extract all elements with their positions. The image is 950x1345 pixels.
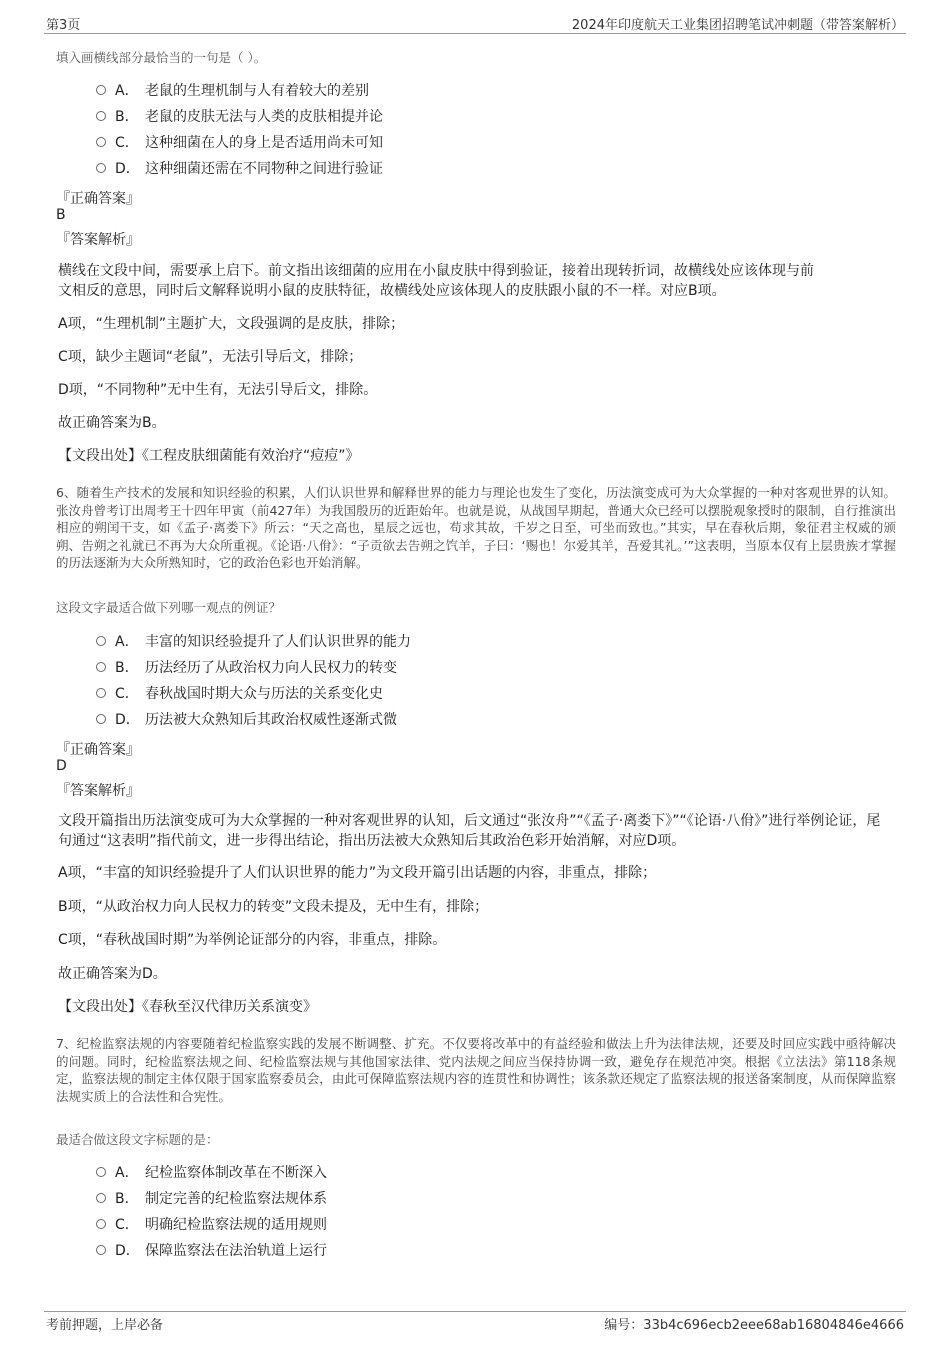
radio-icon[interactable] [96, 714, 106, 724]
radio-icon[interactable] [96, 662, 106, 672]
q6-option-c[interactable] [96, 683, 383, 705]
option-text: 历法被大众熟知后其政治权威性逐渐式微 [145, 712, 397, 728]
option-letter: A． [115, 1165, 139, 1181]
q7-option-c[interactable] [96, 1214, 327, 1236]
q6-conclusion: 故正确答案为D。 [58, 966, 167, 982]
q5-conclusion: 故正确答案为B。 [58, 415, 166, 431]
radio-icon[interactable] [96, 1219, 106, 1229]
q7-question: 最适合做这段文字标题的是： [56, 1132, 219, 1147]
document-title: 2024年印度航天工业集团招聘笔试冲刺题（带答案解析） [571, 18, 904, 33]
option-text: 历法经历了从政治权力向人民权力的转变 [145, 660, 397, 676]
q5-analysis-a: A项，“生理机制”主题扩大，文段强调的是皮肤，排除； [58, 316, 405, 332]
q6-answer: D [56, 758, 67, 774]
radio-icon[interactable] [96, 111, 106, 121]
footer-divider [44, 1311, 906, 1312]
radio-icon[interactable] [96, 636, 106, 646]
q6-analysis-main: 文段开篇指出历法演变成可为大众掌握的一种对客观世界的认知，后文通过“张汝舟”“《孟子·离娄下》”“《论语·八佾》”进行举例论证，尾句通过“这表明”指代前文，进一步得出结论，指出历法被大众熟知后其政治色彩开始消解，对应D项。 [58, 813, 881, 849]
option-text: 春秋战国时期大众与历法的关系变化史 [145, 686, 383, 702]
radio-icon[interactable] [96, 137, 106, 147]
q6-option-b[interactable] [96, 657, 397, 679]
q5-analysis-line-2: 文相反的意思，同时后文解释说明小鼠的皮肤特征，故横线处应该体现人的皮肤跟小鼠的不一样。对应B项。 [58, 283, 726, 299]
radio-icon[interactable] [96, 163, 106, 173]
option-letter: D． [115, 1243, 140, 1259]
q6-answer-label: 『正确答案』 [56, 742, 140, 758]
radio-icon[interactable] [96, 1245, 106, 1255]
q5-option-a[interactable] [96, 80, 369, 102]
radio-icon[interactable] [96, 85, 106, 95]
serial-value: 33b4c696ecb2eee68ab16804846e4666 [643, 1318, 904, 1333]
footer-serial [604, 1314, 904, 1333]
option-letter: A． [115, 83, 139, 99]
option-letter: B． [115, 109, 139, 125]
q7-option-a[interactable] [96, 1162, 327, 1184]
q5-analysis-line-1: 横线在文段中间，需要承上启下。前文指出该细菌的应用在小鼠皮肤中得到验证，接着出现转折词，故横线处应该体现与前 [58, 263, 814, 279]
q5-analysis-label: 『答案解析』 [56, 232, 140, 248]
q6-option-a[interactable] [96, 631, 411, 653]
q5-option-d[interactable] [96, 158, 383, 180]
q5-option-b[interactable] [96, 106, 383, 128]
q5-answer: B [56, 207, 66, 223]
q5-stem: 填入画横线部分最恰当的一句是（ ）。 [56, 50, 267, 65]
header-divider [44, 33, 906, 34]
radio-icon[interactable] [96, 1193, 106, 1203]
option-text: 明确纪检监察法规的适用规则 [145, 1217, 327, 1233]
radio-icon[interactable] [96, 1167, 106, 1177]
page-number: 第3页 [46, 18, 81, 33]
option-text: 保障监察法在法治轨道上运行 [145, 1243, 327, 1259]
option-text: 老鼠的皮肤无法与人类的皮肤相提并论 [145, 109, 383, 125]
footer-slogan: 考前押题，上岸必备 [46, 1318, 164, 1333]
q7-passage: 7、纪检监察法规的内容要随着纪检监察实践的发展不断调整、扩充。不仅要将改革中的有益经验和做法上升为法律法规，还要及时回应实践中亟待解决的问题。同时，纪检监察法规之间、纪检监察法规与其他国家法律、党内法规之间应当保持协调一致，避免存在规范冲突。根据《立法法》第118条规定，监察法规的制定主体仅限于国家监察委员会，由此可保障监察法规内容的连贯性和协调性；该条款还规定了监察法规的报送备案制度，从而保障监察法规实质上的合法性和合宪性。 [56, 1036, 896, 1104]
q6-option-d[interactable] [96, 709, 397, 731]
q6-question: 这段文字最适合做下列哪一观点的例证？ [56, 600, 282, 615]
radio-icon[interactable] [96, 688, 106, 698]
option-letter: B． [115, 1191, 139, 1207]
option-text: 制定完善的纪检监察法规体系 [145, 1191, 327, 1207]
q5-analysis-d: D项，“不同物种”无中生有，无法引导后文，排除。 [58, 382, 378, 398]
q6-analysis-label: 『答案解析』 [56, 783, 140, 799]
q6-analysis-a: A项，“丰富的知识经验提升了人们认识世界的能力”为文段开篇引出话题的内容，非重点，排除； [58, 865, 657, 881]
q6-passage: 6、随着生产技术的发展和知识经验的积累，人们认识世界和解释世界的能力与理论也发生了变化，历法演变成可为大众掌握的一种对客观世界的认知。张汝舟曾考订出周考王十四年甲寅（前427年）为我国殷历的近距始年。也就是说，从战国早期起，普通大众已经可以摆脱观象授时的限制，自行推演出相应的朔闰干支，如《孟子·离娄下》所云：“天之高也，星辰之远也，苟求其故，千岁之日至，可坐而致也。”其实，早在春秋后期，象征君主权威的颁朔、告朔之礼就已不再为大众所重视。《论语·八佾》：“子贡欲去告朔之饩羊，子曰：‘赐也！尔爱其羊，吾爱其礼。’”这表明，当原本仅有上层贵族才掌握的历法逐渐为大众所熟知时，它的政治色彩也开始消解。 [56, 485, 896, 570]
q5-option-c[interactable] [96, 132, 383, 154]
q6-source: 【文段出处】《春秋至汉代律历关系演变》 [58, 999, 317, 1015]
option-letter: D． [115, 712, 140, 728]
q7-option-d[interactable] [96, 1240, 327, 1262]
q5-analysis-c: C项，缺少主题词“老鼠”，无法引导后文，排除； [58, 349, 363, 365]
q5-answer-label: 『正确答案』 [56, 191, 140, 207]
serial-label: 编号： [604, 1318, 644, 1333]
q5-source: 【文段出处】《工程皮肤细菌能有效治疗“痘痘”》 [58, 448, 360, 464]
option-letter: C． [115, 135, 139, 151]
q6-analysis-c: C项，“春秋战国时期”为举例论证部分的内容，非重点，排除。 [58, 932, 447, 948]
option-text: 丰富的知识经验提升了人们认识世界的能力 [145, 634, 411, 650]
option-letter: C． [115, 686, 139, 702]
option-letter: D． [115, 161, 140, 177]
option-text: 老鼠的生理机制与人有着较大的差别 [145, 83, 369, 99]
q7-option-b[interactable] [96, 1188, 327, 1210]
option-text: 纪检监察体制改革在不断深入 [145, 1165, 327, 1181]
option-letter: C． [115, 1217, 139, 1233]
option-text: 这种细菌在人的身上是否适用尚未可知 [145, 135, 383, 151]
option-text: 这种细菌还需在不同物种之间进行验证 [145, 161, 383, 177]
option-letter: B． [115, 660, 139, 676]
q6-analysis-b: B项，“从政治权力向人民权力的转变”文段未提及，无中生有，排除； [58, 899, 489, 915]
option-letter: A． [115, 634, 139, 650]
